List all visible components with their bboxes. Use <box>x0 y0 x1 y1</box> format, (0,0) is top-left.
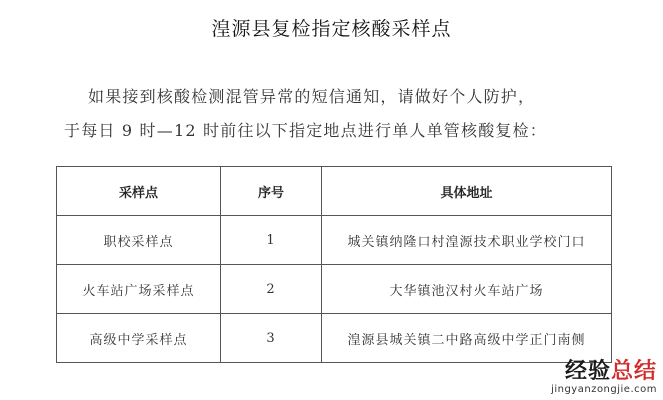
watermark-text-main: 经验 <box>564 359 611 384</box>
watermark <box>551 360 657 396</box>
sampling-points-table <box>56 166 612 363</box>
table-row <box>57 265 612 314</box>
page-title: 湟源县复检指定核酸采样点 <box>211 18 452 40</box>
cell-sampling-point: 职校采样点 <box>57 216 221 265</box>
header-index: 序号 <box>221 167 322 216</box>
cell-address: 大华镇池汉村火车站广场 <box>322 265 612 314</box>
cell-address: 湟源县城关镇二中路高级中学正门南侧 <box>322 314 612 363</box>
cell-index: 3 <box>221 314 322 363</box>
header-address: 具体地址 <box>322 167 612 216</box>
cell-index: 2 <box>221 265 322 314</box>
watermark-logo-text <box>551 360 657 384</box>
table-header-row <box>57 167 612 216</box>
cell-address: 城关镇纳隆口村湟源技术职业学校门口 <box>322 216 612 265</box>
table-row <box>57 216 612 265</box>
watermark-text-accent: 总结 <box>610 359 657 384</box>
cell-sampling-point: 高级中学采样点 <box>57 314 221 363</box>
cell-index: 1 <box>221 216 322 265</box>
cell-sampling-point: 火车站广场采样点 <box>57 265 221 314</box>
notice-line-2: 于每日 9 时—12 时前往以下指定地点进行单人单管核酸复检： <box>64 121 547 140</box>
header-sampling-point: 采样点 <box>57 167 221 216</box>
table-row <box>57 314 612 363</box>
watermark-url: jingyanzongjie.com <box>551 384 657 395</box>
notice-line-1: 如果接到核酸检测混管异常的短信通知，请做好个人防护， <box>88 87 536 106</box>
